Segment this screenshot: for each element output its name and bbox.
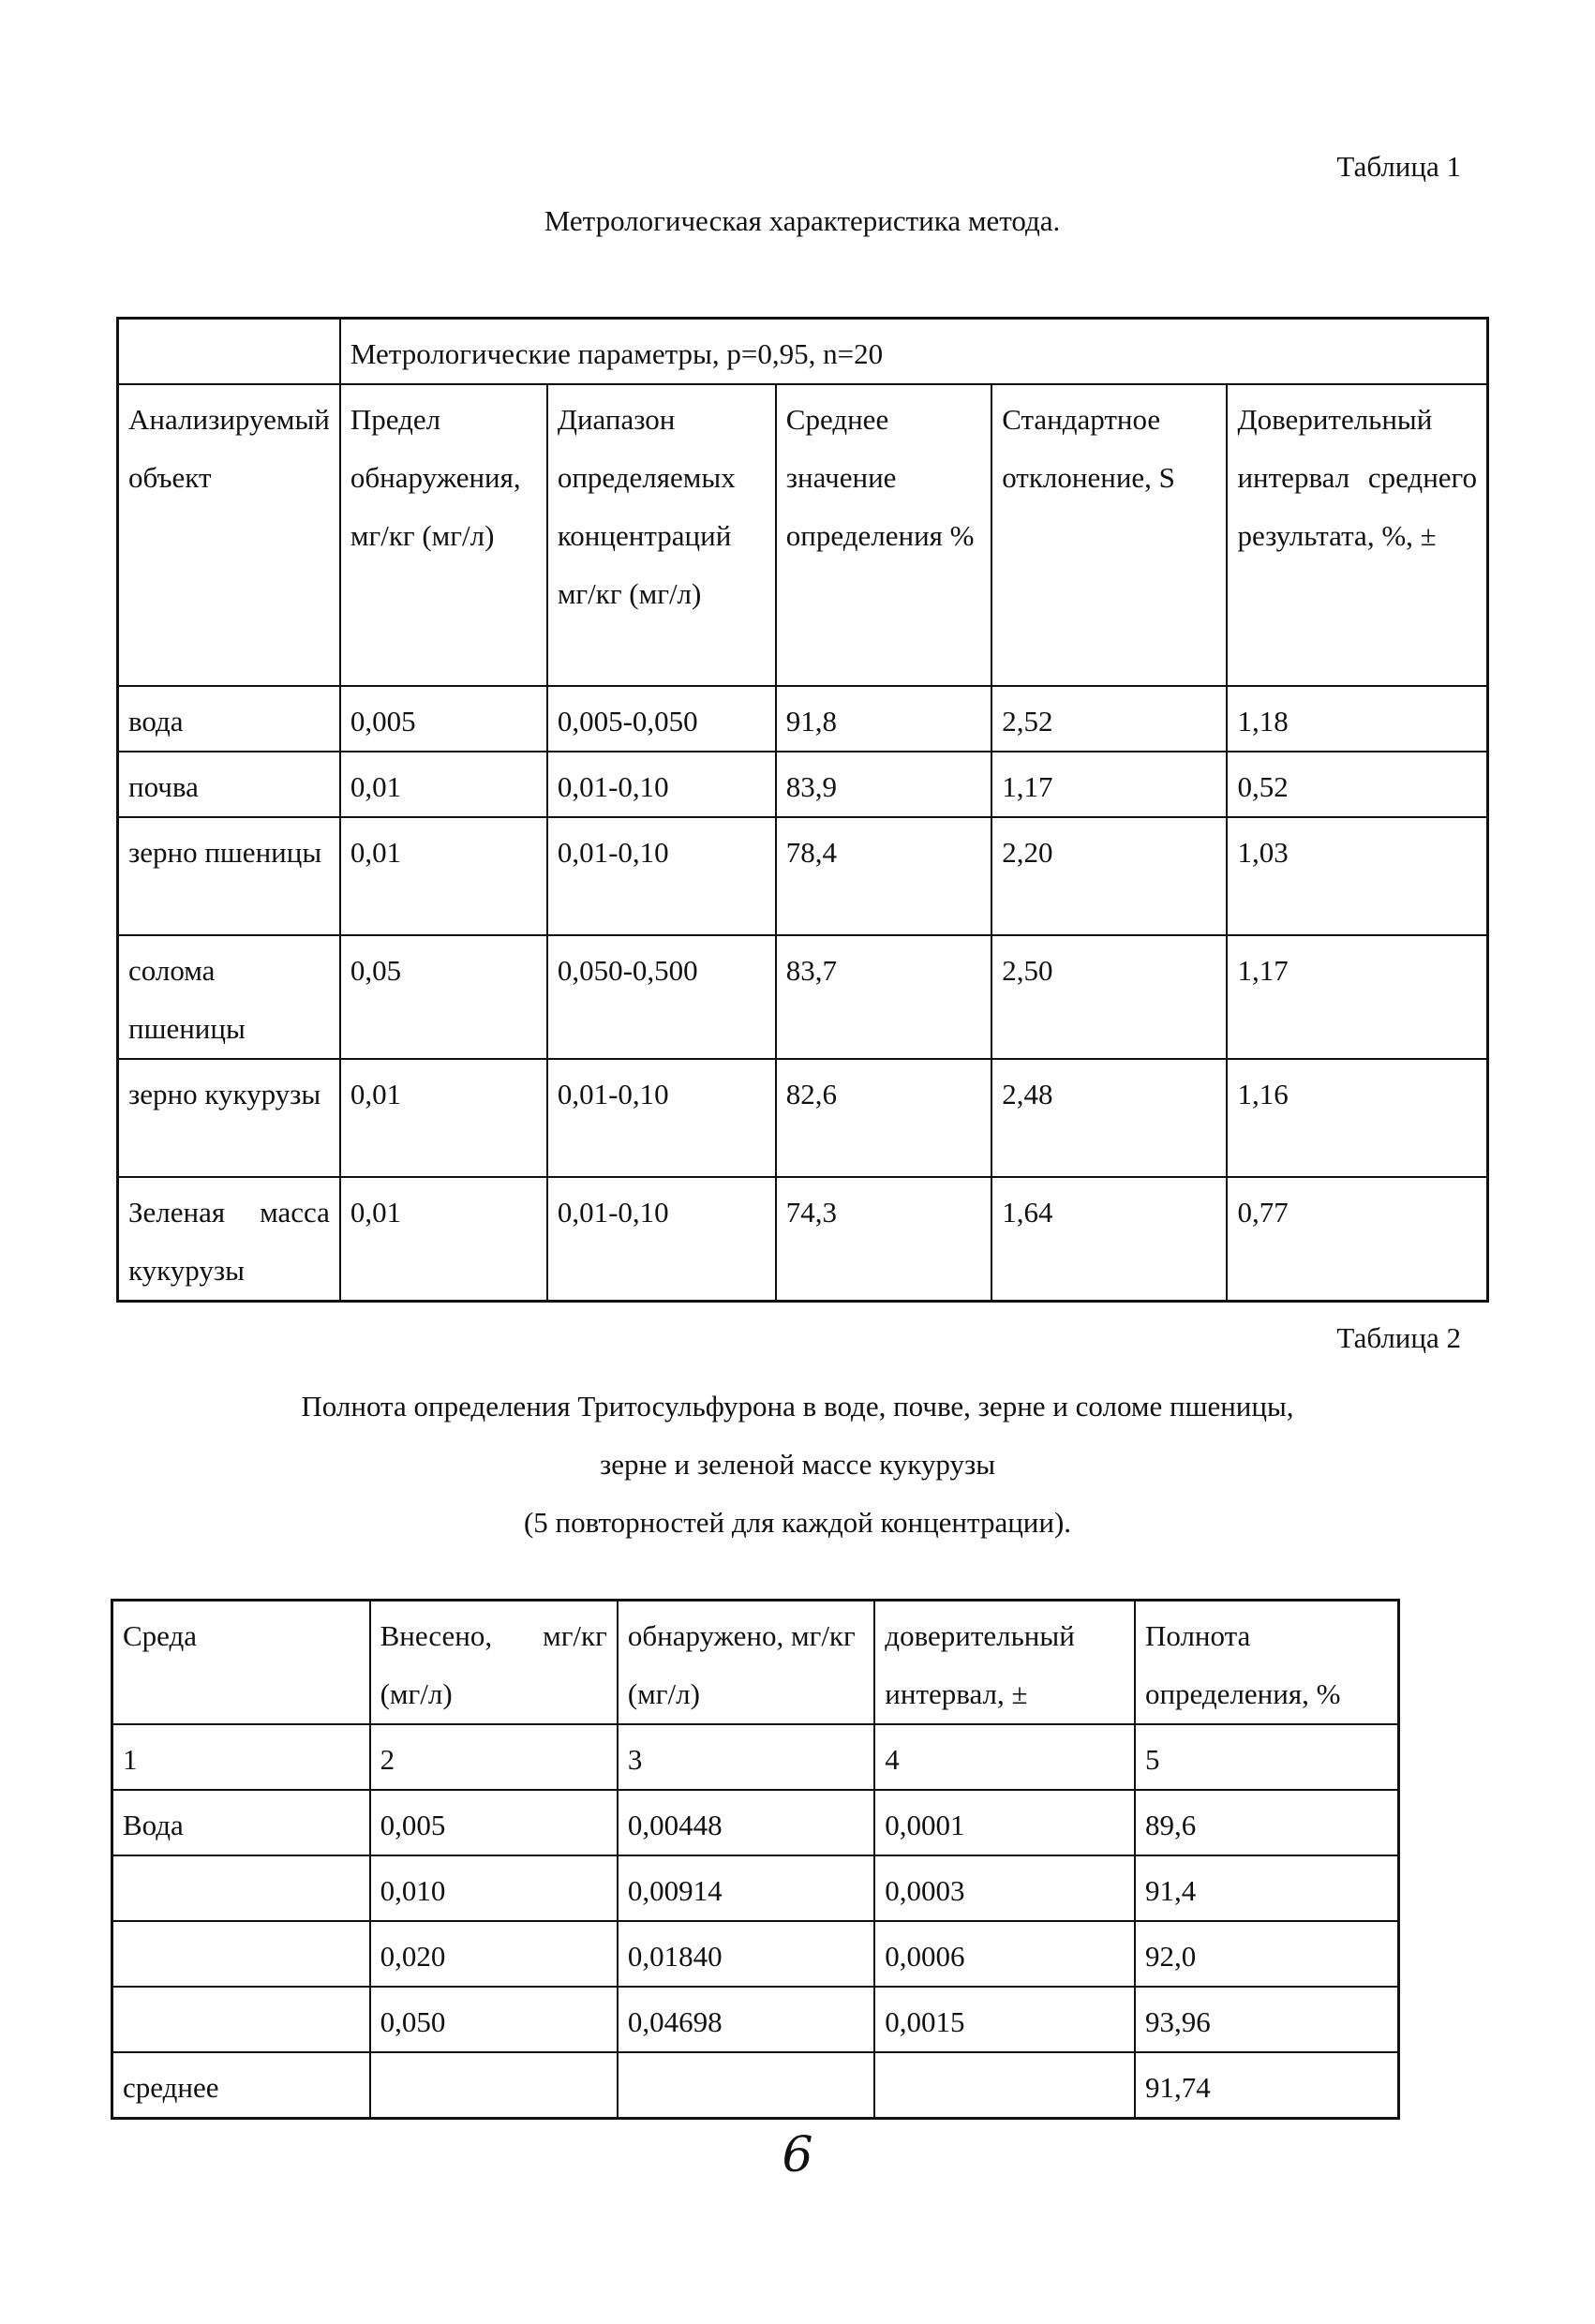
table1 xyxy=(116,317,1489,1303)
table2-cell: 0,020 xyxy=(370,1921,618,1987)
table2-cell: 0,00914 xyxy=(618,1855,874,1921)
table2-col-number: 4 xyxy=(874,1724,1135,1790)
table1-cell: 0,050-0,500 xyxy=(547,935,776,1059)
table1-cell: 0,01-0,10 xyxy=(547,752,776,817)
table2-col-number: 1 xyxy=(112,1724,370,1790)
table2-cell: 0,0006 xyxy=(874,1921,1135,1987)
table2-title-line: (5 повторностей для каждой концентрации). xyxy=(523,1506,1072,1539)
table1-cell: почва xyxy=(118,752,340,817)
table1-cell: 83,9 xyxy=(776,752,991,817)
table1-cell: 0,01-0,10 xyxy=(547,817,776,935)
table1-cell: 1,17 xyxy=(991,752,1227,817)
table1-cell: 2,48 xyxy=(991,1059,1227,1177)
table1-group-header: Метрологические параметры, p=0,95, n=20 xyxy=(340,319,1488,385)
table1-cell: 0,01-0,10 xyxy=(547,1177,776,1302)
table2-cell: 0,04698 xyxy=(618,1987,874,2052)
table1-cell: 0,05 xyxy=(340,935,547,1059)
table1-cell: 1,16 xyxy=(1227,1059,1487,1177)
table1-cell: 0,01 xyxy=(340,1177,547,1302)
table1-cell: 83,7 xyxy=(776,935,991,1059)
table2-col-header: обнаружено, мг/кг (мг/л) xyxy=(618,1601,874,1725)
table2-cell: 89,6 xyxy=(1135,1790,1399,1855)
table1-cell: зерно кукурузы xyxy=(118,1059,340,1177)
table1-cell: 0,01 xyxy=(340,817,547,935)
table2-cell: 93,96 xyxy=(1135,1987,1399,2052)
table1-cell: 0,77 xyxy=(1227,1177,1487,1302)
table2-cell xyxy=(112,1855,370,1921)
table1-cell: вода xyxy=(118,686,340,752)
table2-col-number: 5 xyxy=(1135,1724,1399,1790)
table1-col-header: Среднее значение определения % xyxy=(776,384,991,686)
table2-cell: 0,01840 xyxy=(618,1921,874,1987)
table2-cell xyxy=(112,1987,370,2052)
table2-cell: 0,050 xyxy=(370,1987,618,2052)
table1-cell: 1,18 xyxy=(1227,686,1487,752)
table1-title: Метрологическая характеристика метода. xyxy=(544,204,1061,237)
table2-cell xyxy=(112,1921,370,1987)
table1-cell: 78,4 xyxy=(776,817,991,935)
table1-cell: 2,52 xyxy=(991,686,1227,752)
table2-col-header: доверительный интервал, ± xyxy=(874,1601,1135,1725)
table2-cell: 0,0015 xyxy=(874,1987,1135,2052)
table2-cell: 0,010 xyxy=(370,1855,618,1921)
table1-col-header: Предел обнаружения, мг/кг (мг/л) xyxy=(340,384,547,686)
table2-cell xyxy=(874,2052,1135,2119)
table2 xyxy=(111,1599,1400,2120)
table2-cell: 91,4 xyxy=(1135,1855,1399,1921)
table1-cell: 82,6 xyxy=(776,1059,991,1177)
table2-col-number: 2 xyxy=(370,1724,618,1790)
table2-cell: Вода xyxy=(112,1790,370,1855)
table1-cell: 1,64 xyxy=(991,1177,1227,1302)
table2-col-header: Внесено, мг/кг (мг/л) xyxy=(370,1601,618,1725)
table2-cell: 0,005 xyxy=(370,1790,618,1855)
table1-cell: 0,01 xyxy=(340,1059,547,1177)
table2-title xyxy=(0,1378,1595,1552)
page-number: 6 xyxy=(782,2127,813,2183)
table1-cell: солома пшеницы xyxy=(118,935,340,1059)
table2-col-header: Полнота определения, % xyxy=(1135,1601,1399,1725)
table1-cell: 0,01 xyxy=(340,752,547,817)
table2-col-number: 3 xyxy=(618,1724,874,1790)
table1-cell: Зеленая масса кукурузы xyxy=(118,1177,340,1302)
table1-cell: 74,3 xyxy=(776,1177,991,1302)
table2-cell xyxy=(370,2052,618,2119)
table1-cell: 0,005 xyxy=(340,686,547,752)
table1-cell: 91,8 xyxy=(776,686,991,752)
table1-cell: 0,005-0,050 xyxy=(547,686,776,752)
table2-cell: среднее xyxy=(112,2052,370,2119)
table2-cell: 91,74 xyxy=(1135,2052,1399,2119)
table2-col-header: Среда xyxy=(112,1601,370,1725)
table1-cell: 2,50 xyxy=(991,935,1227,1059)
table1-corner-cell xyxy=(118,319,340,385)
table2-title-line: зерне и зеленой массе кукурузы xyxy=(599,1448,996,1481)
table1-cell: 2,20 xyxy=(991,817,1227,935)
table1-col-header: Стандартное отклонение, S xyxy=(991,384,1227,686)
table1-label: Таблица 1 xyxy=(1336,150,1461,183)
table1-col-header: Диапазон определяемых концентраций мг/кг (мг/л) xyxy=(547,384,776,686)
table1-cell: 1,17 xyxy=(1227,935,1487,1059)
table2-title-line: Полнота определения Тритосульфурона в воде, почве, зерне и соломе пшеницы, xyxy=(301,1390,1294,1423)
table1-col-header: Доверительный интервал среднего результата, %, ± xyxy=(1227,384,1487,686)
table2-cell: 0,00448 xyxy=(618,1790,874,1855)
table2-cell xyxy=(618,2052,874,2119)
table2-cell: 92,0 xyxy=(1135,1921,1399,1987)
table2-cell: 0,0001 xyxy=(874,1790,1135,1855)
table2-cell: 0,0003 xyxy=(874,1855,1135,1921)
table1-cell: 0,01-0,10 xyxy=(547,1059,776,1177)
table1-cell: 0,52 xyxy=(1227,752,1487,817)
table1-col-header: Анализируемый объект xyxy=(118,384,340,686)
table1-cell: 1,03 xyxy=(1227,817,1487,935)
table2-label: Таблица 2 xyxy=(1336,1321,1461,1354)
table1-cell: зерно пшеницы xyxy=(118,817,340,935)
